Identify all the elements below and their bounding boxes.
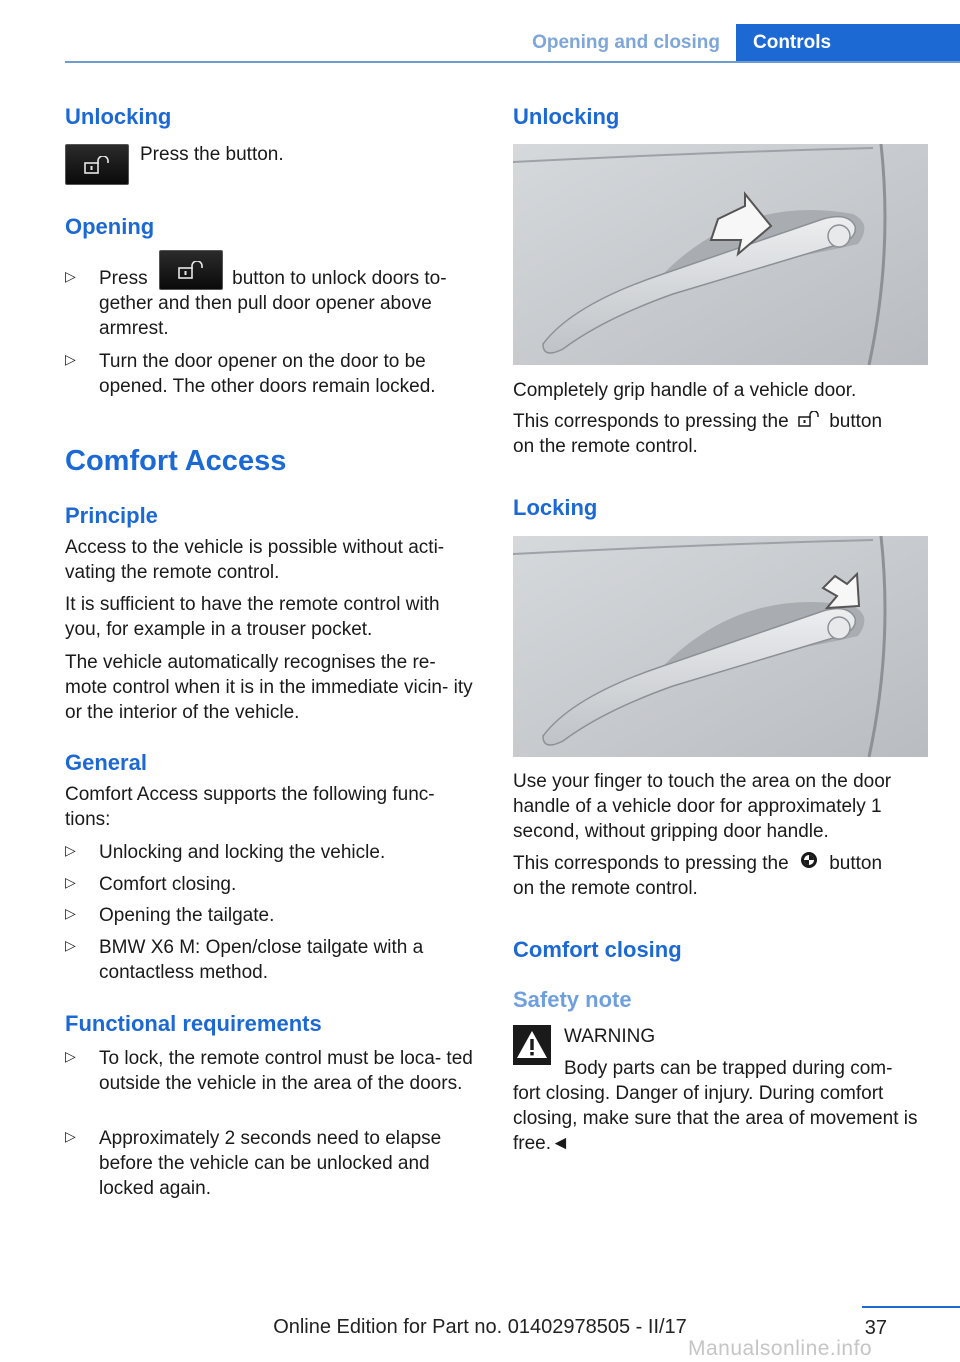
functional-item-1-text: To lock, the remote control must be loca‐ ted outside the vehicle in the area of the doors. [99, 1048, 473, 1094]
general-item-4 [65, 935, 477, 985]
general-item-2 [65, 872, 477, 897]
unlock-button-image [159, 250, 223, 290]
unlocking-paragraph-1: Completely grip handle of a vehicle door. [513, 380, 857, 401]
bullet-triangle-icon: ▷ [65, 905, 76, 921]
bullet-triangle-icon: ▷ [65, 1128, 76, 1144]
door-handle-unlocking-image [513, 144, 928, 365]
functional-item-2 [65, 1126, 477, 1201]
page-number: 37 [864, 1317, 887, 1339]
functional-requirements-heading: Functional requirements [65, 1011, 322, 1036]
unlock-button-image [65, 144, 129, 185]
bullet-triangle-icon: ▷ [65, 351, 76, 367]
comfort-access-heading: Comfort Access [65, 445, 287, 477]
bullet-triangle-icon: ▷ [65, 874, 76, 890]
principle-paragraph-2: It is sufficient to have the remote control with you, for example in a trouser pocket. [65, 594, 440, 640]
door-handle-locking-image [513, 536, 928, 757]
principle-heading: Principle [65, 503, 158, 528]
locking-paragraph-2 [513, 851, 928, 901]
unlock-icon [178, 261, 204, 279]
warning-text: fort closing. Danger of injury. During comfort closing, make sure that the area of movement is free.◄ [513, 1083, 918, 1154]
unlocking-paragraph-2-post: button [829, 411, 883, 432]
watermark: Manualsonline.info [688, 1337, 873, 1360]
general-item-1 [65, 840, 477, 865]
general-item-4-text: BMW X6 M: Open/close tailgate with a contactless method. [99, 937, 424, 983]
general-paragraph: Comfort Access supports the following func‐ tions: [65, 784, 435, 830]
bullet-triangle-icon: ▷ [65, 842, 76, 858]
unlocking-heading-right: Unlocking [513, 104, 620, 129]
bullet-triangle-icon: ▷ [65, 937, 76, 953]
unlocking-text-left: Press the button. [140, 144, 284, 165]
functional-item-1 [65, 1046, 477, 1096]
general-heading: General [65, 750, 147, 775]
opening-bullet-2-text: Turn the door opener on the door to be opened. The other doors remain locked. [99, 351, 436, 397]
warning-icon [513, 1025, 551, 1065]
general-item-1-text: Unlocking and locking the vehicle. [99, 842, 386, 863]
header-rule [65, 61, 960, 63]
footer-edition: Online Edition for Part no. 01402978505 - II/17 [273, 1316, 687, 1338]
opening-bullet-1-rest: gether and then pull door opener above armrest. [99, 293, 432, 339]
warning-line-1: Body parts can be trapped during com‐ [564, 1058, 893, 1079]
locking-paragraph-1: Use your finger to touch the area on the door handle of a vehicle door for approximately 1 second, without gripping door handle. [513, 771, 892, 842]
locking-paragraph-2-post: button [829, 853, 883, 874]
opening-bullet-1-post: button to unlock doors to- [232, 268, 447, 289]
bullet-triangle-icon: ▷ [65, 268, 76, 284]
unlocking-paragraph-2-rest: on the remote control. [513, 436, 698, 458]
footer-rule [862, 1306, 960, 1308]
opening-bullet-2 [65, 349, 477, 399]
unlock-icon [84, 156, 110, 174]
general-item-2-text: Comfort closing. [99, 874, 237, 895]
unlocking-paragraph-2 [513, 409, 928, 459]
safety-note-heading: Safety note [513, 987, 632, 1012]
bullet-triangle-icon: ▷ [65, 1048, 76, 1064]
opening-heading: Opening [65, 214, 155, 239]
general-item-3 [65, 903, 477, 928]
locking-paragraph-2-pre: This corresponds to pressing the [513, 853, 789, 874]
locking-paragraph-2-rest: on the remote control. [513, 878, 698, 900]
opening-bullet-1 [65, 266, 477, 341]
general-item-3-text: Opening the tailgate. [99, 905, 275, 926]
warning-title: WARNING [564, 1026, 656, 1047]
comfort-closing-heading: Comfort closing [513, 937, 682, 962]
principle-paragraph-3: The vehicle automatically recognises the re‐ mote control when it is in the immediate vicin‐ ity or the interior of the vehicle. [65, 652, 473, 723]
principle-paragraph-1: Access to the vehicle is possible without acti‐ vating the remote control. [65, 537, 445, 583]
bmw-logo-icon [794, 851, 824, 876]
header-tab-controls: Controls [736, 24, 960, 61]
opening-bullet-1-pre: Press [99, 268, 148, 289]
unlocking-heading-left: Unlocking [65, 104, 172, 129]
locking-heading: Locking [513, 495, 598, 520]
unlocking-paragraph-2-pre: This corresponds to pressing the [513, 411, 789, 432]
unlock-icon [794, 409, 824, 434]
header-section-title: Opening and closing [532, 31, 720, 53]
functional-item-2-text: Approximately 2 seconds need to elapse before the vehicle can be unlocked and locked again. [99, 1128, 442, 1199]
